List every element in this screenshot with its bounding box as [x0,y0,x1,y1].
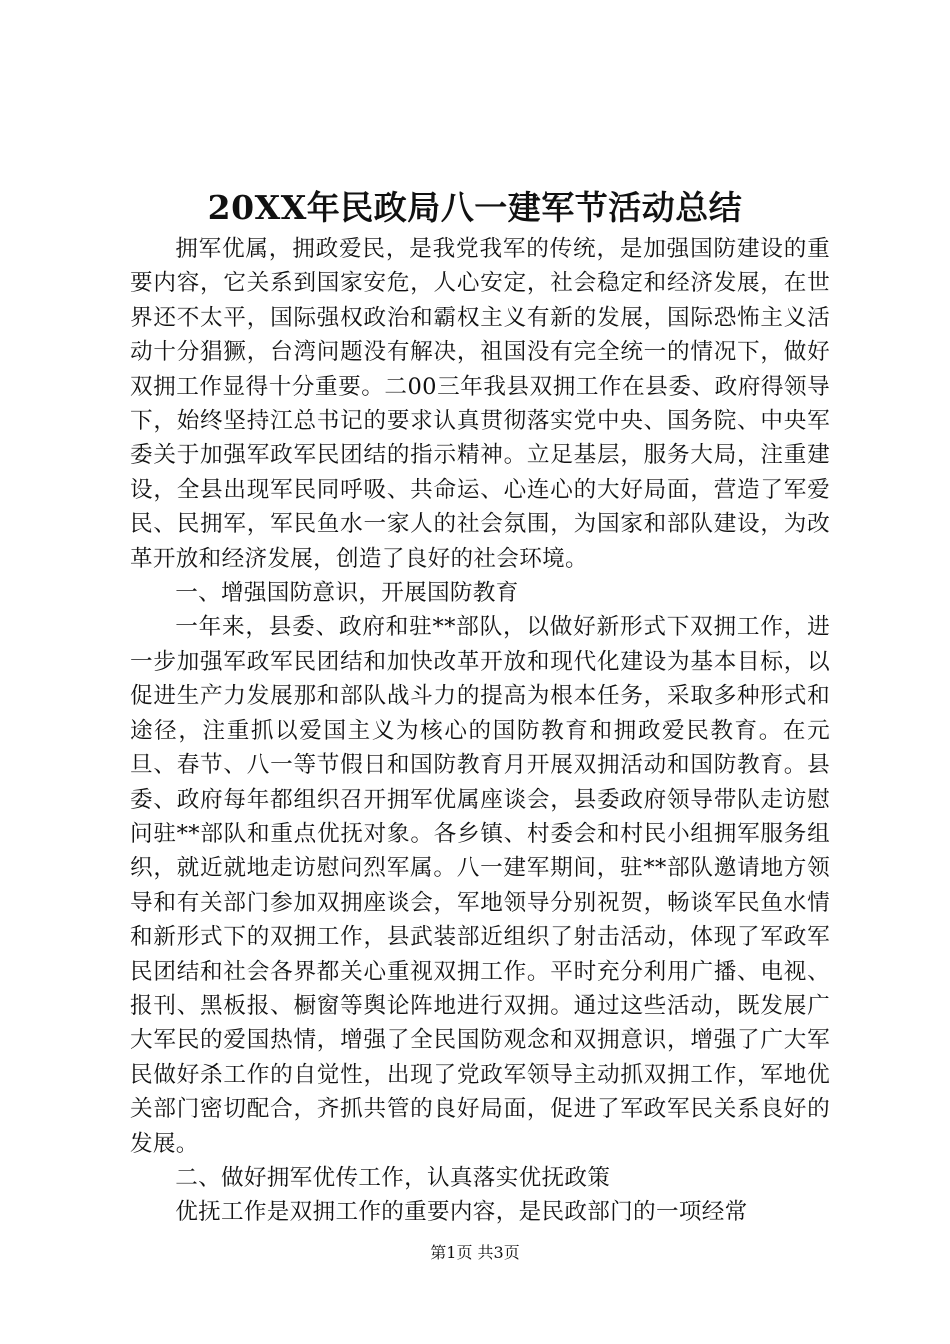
section-heading-2: 二、做好拥军优传工作，认真落实优抚政策 [175,1164,611,1191]
intro-paragraph: 拥军优属，拥政爱民，是我党我军的传统，是加强国防建设的重要内容，它关系到国家安危，人心安定，社会稳定和经济发展，在世界还不太平，国际强权政治和霸权主义有新的发展，国际恐怖主义活动十分猖獗，台湾问题没有解决，祖国没有完全统一的情况下，做好双拥工作显得十分重要。二00三年我县双拥工作在县委、政府得领导下，始终坚持江总书记的要求认真贯彻落实党中央、国务院、中央军委关于加强军政军民团结的指示精神。立足基层，服务大局，注重建设，全县出现军民同呼吸、共命运、心连心的大好局面，营造了军爱民、民拥军，军民鱼水一家人的社会氛围，为国家和部队建设，为改革开放和经济发展，创造了良好的社会环境。 [130,236,830,572]
section-heading-1: 一、增强国防意识，开展国防教育 [175,580,519,607]
section-1-paragraph: 一年来，县委、政府和驻**部队，以做好新形式下双拥工作，进一步加强军政军民团结和加快改革开放和现代化建设为基本目标，以促进生产力发展那和部队战斗力的提高为根本任务，采取多种形式和途径，注重抓以爱国主义为核心的国防教育和拥政爱民教育。在元旦、春节、八一等节假日和国防教育月开展双拥活动和国防教育。县委、政府每年都组织召开拥军优属座谈会，县委政府领导带队走访慰问驻**部队和重点优抚对象。各乡镇、村委会和村民小组拥军服务组织，就近就地走访慰问烈军属。八一建军期间，驻**部队邀请地方领导和有关部门参加双拥座谈会，军地领导分别祝贺，畅谈军民鱼水情和新形式下的双拥工作，县武装部近组织了射击活动，体现了军政军民团结和社会各界都关心重视双拥工作。平时充分利用广播、电视、报刊、黑板报、橱窗等舆论阵地进行双拥。通过这些活动，既发展广大军民的爱国热情，增强了全民国防观念和双拥意识，增强了广大军民做好杀工作的自觉性，出现了党政军领导主动抓双拥工作，军地优关部门密切配合，齐抓共管的良好局面，促进了军政军民关系良好的发展。 [130,614,830,1157]
document-body [130,232,830,1230]
document-title: 20XX年民政局八一建军节活动总结 [207,188,743,227]
page-number-footer: 第1页 共3页 [430,1243,520,1262]
section-2-paragraph: 优抚工作是双拥工作的重要内容，是民政部门的一项经常 [175,1199,748,1226]
